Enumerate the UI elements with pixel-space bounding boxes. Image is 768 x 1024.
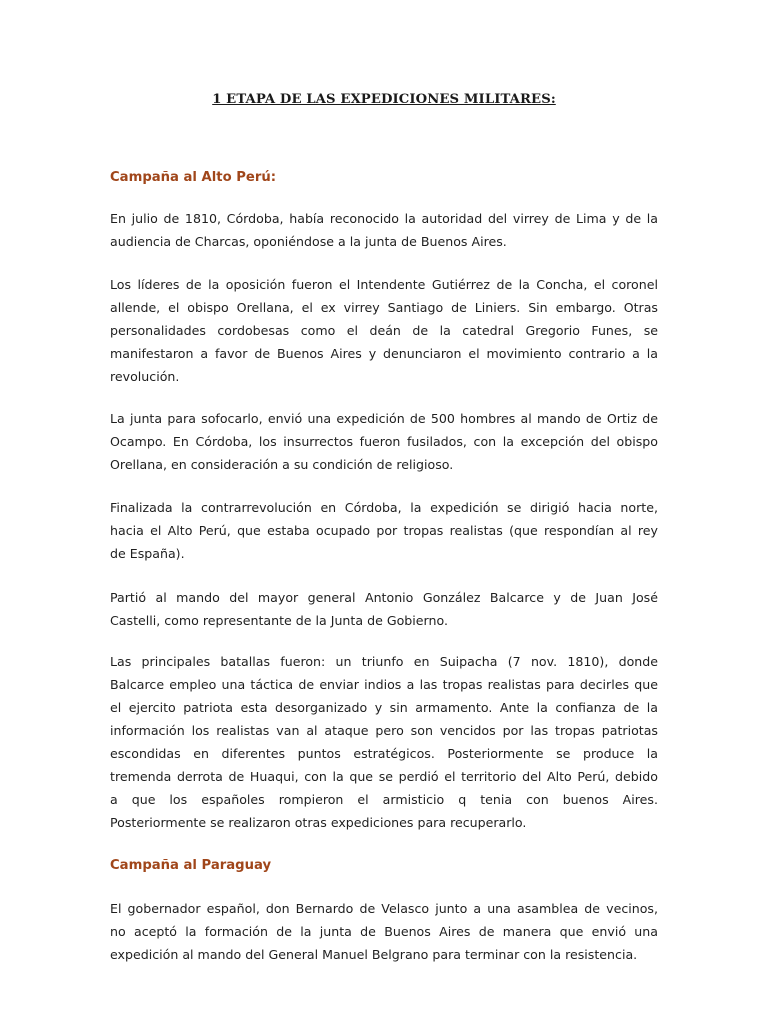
paragraph-alto-peru-3	[110, 407, 658, 476]
text-line: allende, el obispo Orellana, el ex virrey Santiago de Liniers. Sin embargo. Otras	[110, 300, 658, 315]
section-heading-paraguay: Campaña al Paraguay	[110, 858, 272, 873]
text-line: información los realistas van al ataque pero son vencidos por las tropas patriotas	[110, 723, 658, 738]
document-page	[110, 0, 658, 1024]
paragraph-alto-peru-2	[110, 273, 658, 388]
text-line: Ocampo. En Córdoba, los insurrectos fueron fusilados, con la excepción del obispo	[110, 434, 658, 449]
text-line: Castelli, como representante de la Junta de Gobierno.	[110, 613, 448, 628]
text-line: Orellana, en consideración a su condición de religioso.	[110, 457, 454, 472]
text-line: manifestaron a favor de Buenos Aires y denunciaron el movimiento contrario a la	[110, 346, 658, 361]
text-line: Finalizada la contrarrevolución en Córdoba, la expedición se dirigió hacia norte,	[110, 500, 658, 515]
text-line: no aceptó la formación de la junta de Buenos Aires de manera que envió una	[110, 924, 658, 939]
text-line: tremenda derrota de Huaqui, con la que se perdió el territorio del Alto Perú, debido	[110, 769, 658, 784]
document-title: 1 ETAPA DE LAS EXPEDICIONES MILITARES:	[212, 92, 556, 107]
paragraph-alto-peru-4	[110, 496, 658, 565]
text-line: Balcarce empleo una táctica de enviar indios a las tropas realistas para decirles que	[110, 677, 658, 692]
text-line: El gobernador español, don Bernardo de Velasco junto a una asamblea de vecinos,	[110, 901, 658, 916]
text-line: hacia el Alto Perú, que estaba ocupado por tropas realistas (que respondían al rey	[110, 523, 658, 538]
text-line: Los líderes de la oposición fueron el Intendente Gutiérrez de la Concha, el coronel	[110, 277, 658, 292]
text-line: La junta para sofocarlo, envió una expedición de 500 hombres al mando de Ortiz de	[110, 411, 658, 426]
text-line: escondidas en diferentes puntos estratégicos. Posteriormente se produce la	[110, 746, 658, 761]
text-line: el ejercito patriota esta desorganizado y sin armamento. Ante la confianza de la	[110, 700, 658, 715]
text-line: Posteriormente se realizaron otras expediciones para recuperarlo.	[110, 815, 527, 830]
text-line: En julio de 1810, Córdoba, había reconocido la autoridad del virrey de Lima y de la	[110, 211, 658, 226]
paragraph-alto-peru-5	[110, 586, 658, 632]
text-line: de España).	[110, 546, 185, 561]
text-line: expedición al mando del General Manuel Belgrano para terminar con la resistencia.	[110, 947, 638, 962]
text-line: a que los españoles rompieron el armisticio q tenia con buenos Aires.	[110, 792, 658, 807]
paragraph-alto-peru-1	[110, 207, 658, 253]
paragraph-paraguay-1	[110, 897, 658, 966]
text-line: Las principales batallas fueron: un triunfo en Suipacha (7 nov. 1810), donde	[110, 654, 658, 669]
text-line: revolución.	[110, 369, 180, 384]
text-line: Partió al mando del mayor general Antonio González Balcarce y de Juan José	[110, 590, 658, 605]
text-line: personalidades cordobesas como el deán de la catedral Gregorio Funes, se	[110, 323, 658, 338]
paragraph-alto-peru-6	[110, 650, 658, 834]
section-heading-alto-peru: Campaña al Alto Perú:	[110, 170, 277, 185]
text-line: audiencia de Charcas, oponiéndose a la junta de Buenos Aires.	[110, 234, 507, 249]
